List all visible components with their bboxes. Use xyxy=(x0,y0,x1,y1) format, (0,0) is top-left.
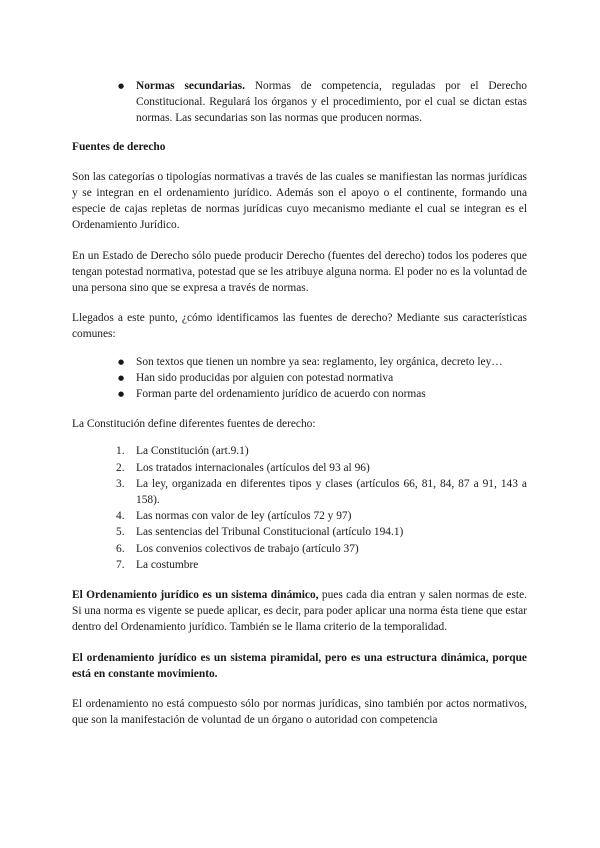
bullet-icon: ● xyxy=(118,390,125,399)
list-item xyxy=(72,443,527,459)
characteristic-text: Han sido producidas por alguien con potestad normativa xyxy=(136,371,394,384)
list-item xyxy=(72,541,527,557)
source-text: La Constitución (art.9.1) xyxy=(136,445,249,458)
section-heading: Fuentes de derecho xyxy=(72,140,166,153)
source-text: La ley, organizada en diferentes tipos y clases (artículos 66, 81, 84, 87 a 91, 143 a 158). xyxy=(136,477,527,507)
list-item xyxy=(72,460,527,476)
bullet-icon: ● xyxy=(118,373,125,382)
paragraph-definition: Son las categorías o tipologías normativas a través de las cuales se manifiestan las normas jurídicas y se integran en el ordenamiento jurídico. Además son el apoyo o el continente, formando una especie de cajas repletas de normas jurídicas cuyo mecanismo mediante el cual se integran es el Ordenamiento Jurídico. xyxy=(72,170,527,232)
list-number: 3. xyxy=(116,477,125,490)
list-number: 6. xyxy=(116,542,125,555)
list-item xyxy=(72,386,527,402)
characteristic-text: Forman parte del ordenamiento jurídico de acuerdo con normas xyxy=(136,388,426,401)
list-item xyxy=(72,557,527,573)
list-item xyxy=(72,354,527,370)
list-number: 7. xyxy=(116,558,125,571)
dynamic-system-text: pues cada dia entran y salen normas de este. Si una norma es vigente se puede aplicar, es decir, para poder aplicar una norma ésta tiene que estar dentro del Ordenamiento jurídico. También se le llama criterio de la temporalidad. xyxy=(72,589,527,634)
list-number: 4. xyxy=(116,510,125,523)
paragraph-dynamic-system xyxy=(72,587,527,636)
bullet-icon: ● xyxy=(118,82,125,90)
document-page xyxy=(72,78,527,729)
dynamic-system-bold: El Ordenamiento jurídico es un sistema dinámico, xyxy=(72,589,319,602)
bullet-icon: ● xyxy=(118,357,125,366)
secondary-norms-term: Normas secundarias. xyxy=(136,80,245,92)
characteristic-text: Son textos que tienen un nombre ya sea: reglamento, ley orgánica, decreto ley… xyxy=(136,355,503,368)
paragraph-pyramidal-system: El ordenamiento jurídico es un sistema piramidal, pero es una estructura dinámica, porque está en constante movimiento. xyxy=(72,651,527,680)
list-item xyxy=(72,476,527,508)
characteristics-list xyxy=(72,354,527,403)
sources-list xyxy=(72,443,527,573)
list-item xyxy=(72,78,527,127)
paragraph-constitution-sources: La Constitución define diferentes fuentes de derecho: xyxy=(72,418,316,431)
source-text: Los convenios colectivos de trabajo (artículo 37) xyxy=(136,542,359,555)
source-text: Los tratados internacionales (artículos del 93 al 96) xyxy=(136,461,370,474)
list-item xyxy=(72,508,527,524)
paragraph-normative-acts: El ordenamiento no está compuesto sólo por normas jurídicas, sino también por actos normativos, que son la manifestación de voluntad de un órgano o autoridad con competencia xyxy=(72,698,527,727)
list-number: 2. xyxy=(116,461,125,474)
source-text: Las normas con valor de ley (artículos 72 y 97) xyxy=(136,510,352,523)
list-item xyxy=(72,524,527,540)
paragraph-identify-sources: Llegados a este punto, ¿cómo identificamos las fuentes de derecho? Mediante sus características comunes: xyxy=(72,312,527,341)
list-item xyxy=(72,370,527,386)
list-number: 5. xyxy=(116,526,125,539)
secondary-norms-text: Normas de competencia, reguladas por el Derecho Constitucional. Regulará los órganos y el procedimiento, por el cual se dictan estas normas. Las secundarias son las normas que producen normas. xyxy=(136,80,527,125)
list-number: 1. xyxy=(116,445,125,458)
source-text: Las sentencias del Tribunal Constitucional (artículo 194.1) xyxy=(136,526,404,539)
paragraph-state-of-law: En un Estado de Derecho sólo puede producir Derecho (fuentes del derecho) todos los poderes que tengan potestad normativa, potestad que se les atribuye alguna norma. El poder no es la voluntad de una persona sino que se expresa a través de normas. xyxy=(72,249,527,295)
source-text: La costumbre xyxy=(136,558,199,571)
secondary-norms-list xyxy=(72,78,527,127)
